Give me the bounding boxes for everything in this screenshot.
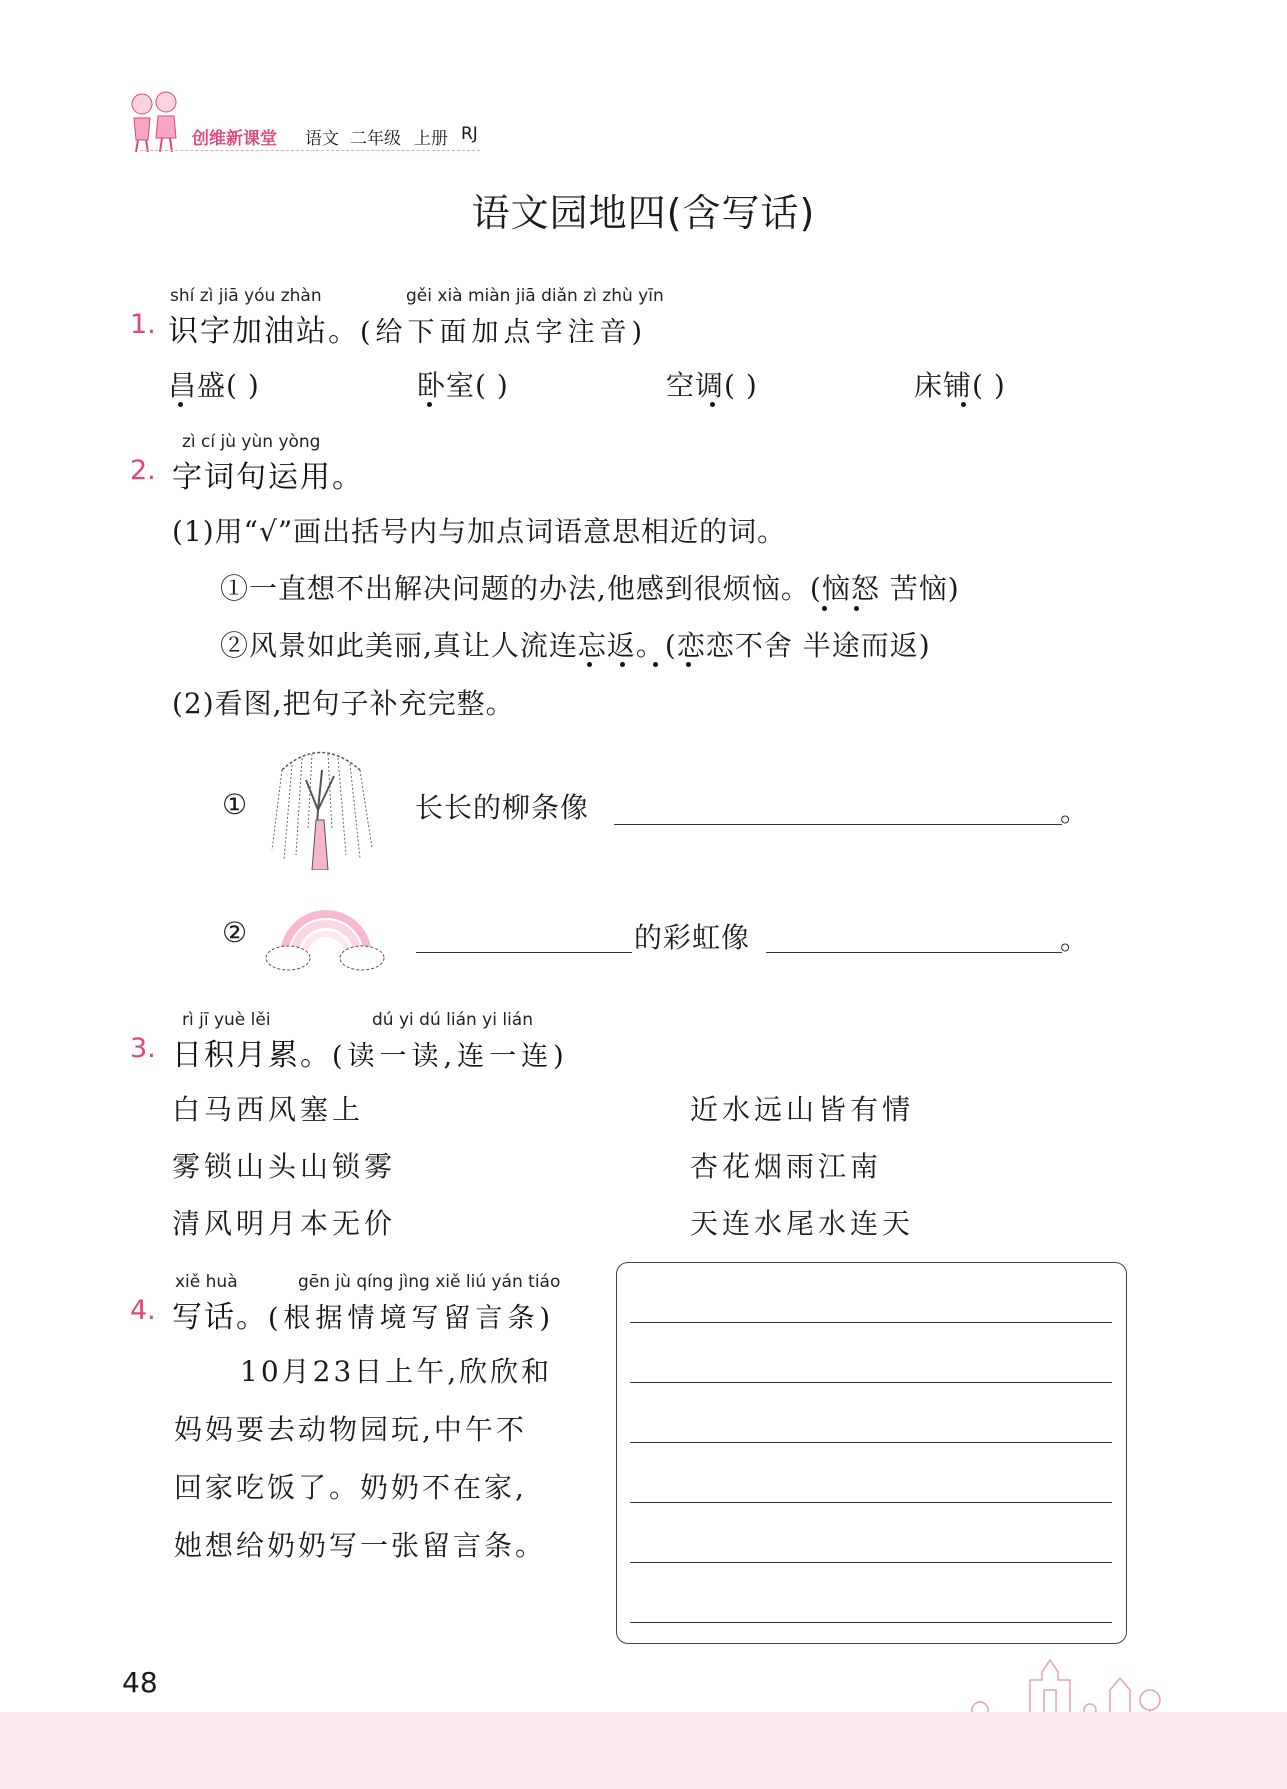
q4-title (172, 1292, 555, 1336)
q4-para-line-4: 她想给奶奶写一张留言条。 (174, 1529, 547, 1562)
poem-left-2[interactable]: 雾锁山头山锁雾 (172, 1150, 397, 1183)
answer-line[interactable] (614, 824, 1062, 825)
q3-title-pinyin: rì jī yuè lěi (182, 1010, 271, 1030)
willow-tree-image (262, 740, 380, 870)
q1-item-4: 床铺( ) (914, 369, 1006, 402)
writing-line[interactable] (630, 1382, 1112, 1383)
q4-number: 4. (130, 1295, 156, 1326)
q3-number: 3. (130, 1033, 156, 1064)
q3-subtitle-pinyin: dú yi dú lián yi lián (372, 1010, 533, 1030)
castle-decoration (950, 1650, 1170, 1716)
q2-pic2-text: 的彩虹像 (634, 921, 751, 954)
emphasis-dot (620, 662, 625, 667)
page-title: 语文园地四(含写话) (471, 191, 816, 235)
q1-subtitle: (给下面加点字注音) (360, 317, 648, 348)
q4-subtitle-pinyin: gēn jù qíng jìng xiě liú yán tiáo (298, 1272, 561, 1292)
q1-subtitle-pinyin: gěi xià miàn jiā diǎn zì zhù yīn (406, 286, 664, 306)
q4-para-line-1: 10月23日上午,欣欣和 (240, 1355, 553, 1388)
q1-title-text: 识字加油站。 (168, 314, 360, 349)
answer-line[interactable] (416, 952, 632, 953)
q2-pic1-text: 长长的柳条像 (415, 791, 590, 824)
header-kids-illustration (126, 88, 182, 154)
q1-title (168, 306, 647, 350)
q4-para-line-2: 妈妈要去动物园玩,中午不 (174, 1413, 527, 1446)
q2-title-pinyin: zì cí jù yùn yòng (182, 432, 321, 452)
q2-title: 字词句运用。 (172, 460, 364, 495)
q4-para-line-3: 回家吃饭了。奶奶不在家, (174, 1471, 527, 1504)
emphasis-dot (854, 606, 859, 611)
writing-line[interactable] (630, 1442, 1112, 1443)
q3-title (172, 1030, 569, 1074)
q2-part1: (1)用“√”画出括号内与加点词语意思相近的词。 (172, 515, 787, 548)
q2-sentence-1: ①一直想不出解决问题的办法,他感到很烦恼。(恼怒 苦恼) (220, 572, 960, 605)
q2-sentence-2: ②风景如此美丽,真让人流连忘返。(恋恋不舍 半途而返) (220, 629, 931, 662)
emphasis-dot (961, 402, 966, 407)
writing-line[interactable] (630, 1622, 1112, 1623)
header-series: 创维新课堂 (192, 129, 277, 149)
emphasis-dot (686, 662, 691, 667)
poem-left-1[interactable]: 白马西风塞上 (172, 1093, 365, 1126)
writing-line[interactable] (630, 1562, 1112, 1563)
poem-right-2[interactable]: 杏花烟雨江南 (690, 1150, 883, 1183)
q2-part2: (2)看图,把句子补充完整。 (172, 687, 515, 720)
q2-pic2-end: 。 (1060, 923, 1090, 956)
poem-right-1[interactable]: 近水远山皆有情 (690, 1093, 915, 1126)
header-volume: 上册 (414, 129, 448, 149)
q2-number: 2. (130, 455, 156, 486)
q1-number: 1. (130, 309, 156, 340)
emphasis-dot (178, 402, 183, 407)
rainbow-image (262, 896, 387, 976)
bottom-band (0, 1712, 1287, 1789)
q3-subtitle: (读一读,连一连) (332, 1041, 569, 1072)
header-edition: RJ (461, 124, 478, 144)
emphasis-dot (653, 662, 658, 667)
emphasis-dot (822, 606, 827, 611)
answer-line[interactable] (766, 952, 1062, 953)
q1-title-pinyin: shí zì jiā yóu zhàn (170, 286, 322, 306)
poem-right-3[interactable]: 天连水尾水连天 (690, 1207, 915, 1240)
writing-line[interactable] (630, 1502, 1112, 1503)
emphasis-dot (427, 402, 432, 407)
q3-title-text: 日积月累。 (172, 1038, 332, 1073)
emphasis-dot (710, 402, 715, 407)
q1-item-3: 空调( ) (666, 369, 758, 402)
header-rule (140, 150, 480, 151)
q4-subtitle: (根据情境写留言条) (268, 1303, 556, 1334)
writing-line[interactable] (630, 1322, 1112, 1323)
q4-title-text: 写话。 (172, 1300, 268, 1335)
q2-pic1-end: 。 (1060, 795, 1090, 828)
q2-pic1-number: ① (222, 788, 249, 821)
header-subject: 语文 (305, 129, 339, 149)
poem-left-3[interactable]: 清风明月本无价 (172, 1207, 397, 1240)
q2-pic2-number: ② (222, 916, 249, 949)
page-number: 48 (122, 1666, 158, 1699)
emphasis-dot (587, 662, 592, 667)
writing-box[interactable] (616, 1262, 1127, 1644)
header-grade: 二年级 (350, 129, 401, 149)
q1-item-1: 昌盛( ) (168, 369, 260, 402)
q1-item-2: 卧室( ) (417, 369, 509, 402)
q4-title-pinyin: xiě huà (175, 1272, 238, 1292)
